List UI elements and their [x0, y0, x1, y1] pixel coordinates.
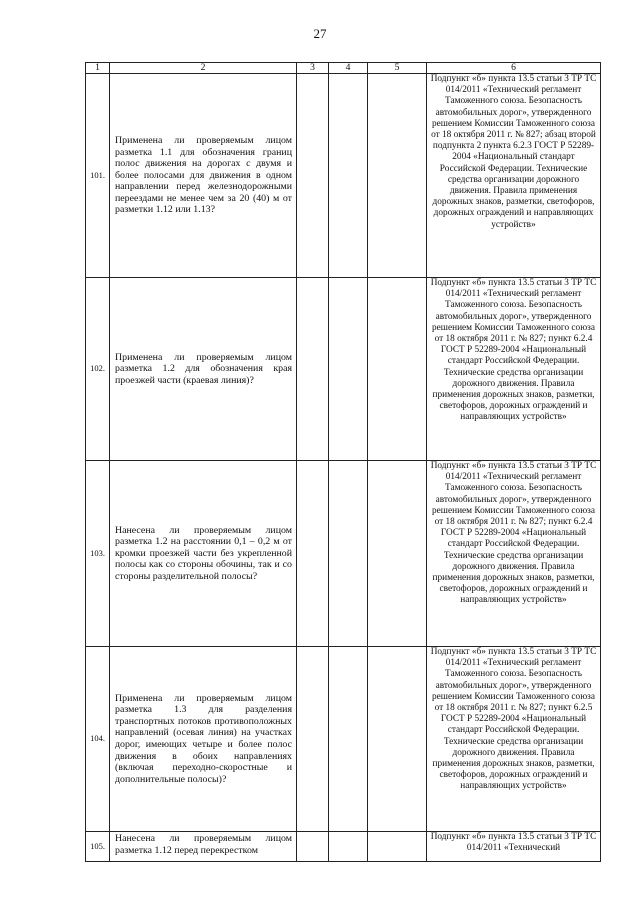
row-reference: Подпункт «б» пункта 13.5 статьи 3 ТР ТС 014/2011 «Технический [427, 832, 601, 862]
row-number: 105. [86, 832, 110, 862]
row-reference: Подпункт «б» пункта 13.5 статьи 3 ТР ТС 014/2011 «Технический регламент Таможенного союза. Безопасность автомобильных дорог», утвержденного решением Комиссии Таможенного союза от 18 октября 2011 г. № 827; пункт 6.2.4 ГОСТ Р 52289-2004 «Национальный стандарт Российской Федерации. Технические средства организации дорожного движения. Правила применения дорожных знаков, разметки, светофоров, дорожных ограждений и направляющих устройств» [427, 461, 601, 647]
row-cell-col-4 [329, 461, 368, 647]
table-row [86, 278, 601, 461]
row-reference: Подпункт «б» пункта 13.5 статьи 3 ТР ТС 014/2011 «Технический регламент Таможенного союза. Безопасность автомобильных дорог», утвержденного решением Комиссии Таможенного союза от 18 октября 2011 г. № 827; пункт 6.2.5 ГОСТ Р 52289-2004 «Национальный стандарт Российской Федерации. Технические средства организации дорожного движения. Правила применения дорожных знаков, разметки, светофоров, дорожных ограждений и направляющих устройств» [427, 647, 601, 832]
header-col-5: 5 [368, 63, 427, 74]
row-cell-col-5 [368, 278, 427, 461]
row-question: Нанесена ли проверяемым лицом разметка 1.12 перед перекрестком [110, 832, 297, 862]
table-row [86, 832, 601, 862]
row-cell-col-3 [297, 832, 329, 862]
row-cell-col-3 [297, 74, 329, 278]
row-cell-col-3 [297, 278, 329, 461]
row-number: 102. [86, 278, 110, 461]
row-question: Применена ли проверяемым лицом разметка 1.2 для обозначения края проезжей части (краевая линия)? [110, 278, 297, 461]
header-col-4: 4 [329, 63, 368, 74]
row-number: 103. [86, 461, 110, 647]
row-question: Применена ли проверяемым лицом разметка 1.1 для обозначения границ полос движения на дорогах с двумя и более полосами для движения в одном направлении перед железнодорожными переездами не менее чем за 20 (40) м от разметки 1.12 или 1.13? [110, 74, 297, 278]
row-cell-col-5 [368, 832, 427, 862]
row-cell-col-5 [368, 461, 427, 647]
row-cell-col-3 [297, 461, 329, 647]
header-col-1: 1 [86, 63, 110, 74]
header-col-6: 6 [427, 63, 601, 74]
row-cell-col-5 [368, 647, 427, 832]
table-row [86, 647, 601, 832]
row-cell-col-4 [329, 74, 368, 278]
row-question: Нанесена ли проверяемым лицом разметка 1.2 на расстоянии 0,1 – 0,2 м от кромки проезжей части без укрепленной полосы как со стороны обочины, так и со стороны разделительной полосы? [110, 461, 297, 647]
row-cell-col-5 [368, 74, 427, 278]
row-cell-col-4 [329, 647, 368, 832]
row-question: Применена ли проверяемым лицом разметка 1.3 для разделения транспортных потоков противоположных направлений (осевая линия) на участках дорог, имеющих четыре и более полос движения в обоих направлениях (включая переходно-скоростные и дополнительные полосы)? [110, 647, 297, 832]
row-number: 104. [86, 647, 110, 832]
row-number: 101. [86, 74, 110, 278]
row-cell-col-4 [329, 832, 368, 862]
row-cell-col-4 [329, 278, 368, 461]
table-row [86, 74, 601, 278]
row-reference: Подпункт «б» пункта 13.5 статьи 3 ТР ТС 014/2011 «Технический регламент Таможенного союза. Безопасность автомобильных дорог», утвержденного решением Комиссии Таможенного союза от 18 октября 2011 г. № 827; пункт 6.2.4 ГОСТ Р 52289-2004 «Национальный стандарт Российской Федерации. Технические средства организации дорожного движения. Правила применения дорожных знаков, разметки, светофоров, дорожных ограждений и направляющих устройств» [427, 278, 601, 461]
header-col-2: 2 [110, 63, 297, 74]
checklist-table [85, 62, 601, 862]
row-reference: Подпункт «б» пункта 13.5 статьи 3 ТР ТС 014/2011 «Технический регламент Таможенного союза. Безопасность автомобильных дорог», утвержденного решением Комиссии Таможенного союза от 18 октября 2011 г. № 827; абзац второй подпункта 2 пункта 6.2.3 ГОСТ Р 52289-2004 «Национальный стандарт Российской Федерации. Технические средства организации дорожного движения. Правила применения дорожных знаков, разметки, светофоров, дорожных ограждений и направляющих устройств» [427, 74, 601, 278]
header-col-3: 3 [297, 63, 329, 74]
page-number: 27 [313, 26, 327, 41]
header-row [86, 63, 601, 74]
table-row [86, 461, 601, 647]
row-cell-col-3 [297, 647, 329, 832]
